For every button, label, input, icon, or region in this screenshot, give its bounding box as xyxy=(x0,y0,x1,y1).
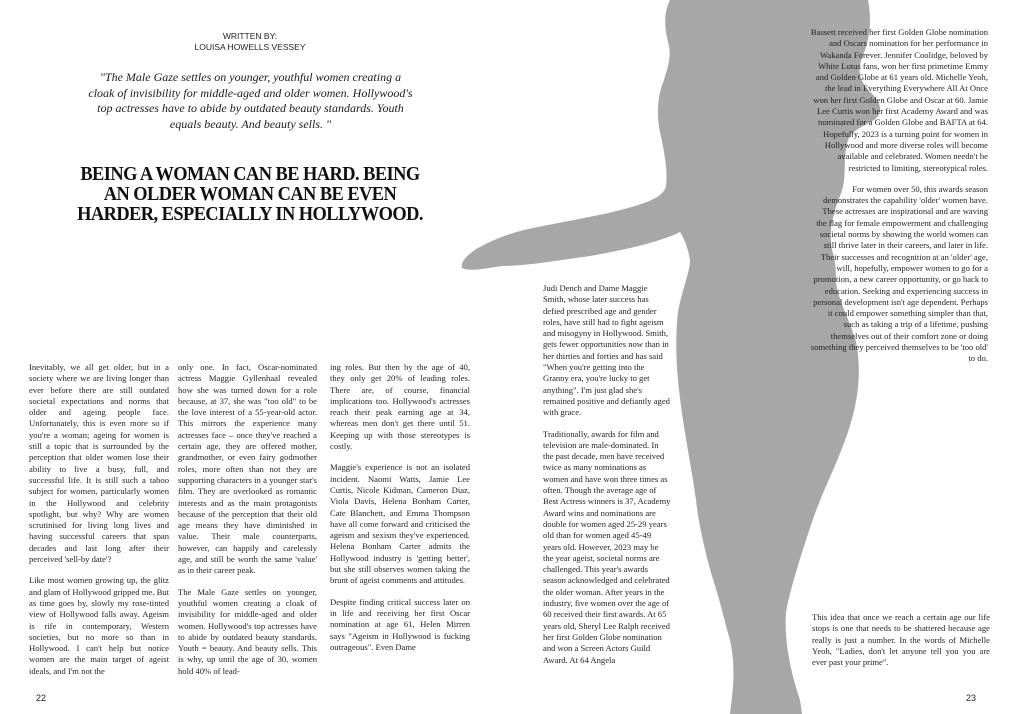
body-column-2 xyxy=(178,362,317,687)
pull-quote: "The Male Gaze settles on younger, youthful women creating a cloak of invisibility for middle-aged and older women. Hollywood's top actresses have to abide by outdated beauty standards. Youth equals beauty. And beauty sells. " xyxy=(88,70,413,131)
paragraph: only one. In fact, Oscar-nominated actress Maggie Gyllenhaal revealed how she was turned down for a role because, at 37, she was "too old" to be the love interest of a 55-year-old actor. This mirrors the experience many actresses face – once they've reached a certain age, they are offered mother, grandmother, or even fairy godmother roles, more often than not they are supporting characters in a younger star's film. They are overlooked as romantic interests and as the main protagonists because of the perception that their old age means they have diminished in value. Their male counterparts, however, can happily and carelessly age, and still be worth the same 'value' as in their career peak. xyxy=(178,362,317,576)
closing-paragraph: This idea that once we reach a certain age our life stops is one that needs to be shattered because age really is just a number. In the words of Michelle Yeoh, "Ladies, don't let anyone tell you you are ever past your prime". xyxy=(812,612,990,668)
paragraph: Traditionally, awards for film and television are male-dominated. In the past decade, men have received twice as many nominations as women and have won three times as often. Though the average age of Best Actress winners is 37, Academy Award wins and nominations are double for women aged 25-29 years old than for women aged 45-49 years old. However, 2023 may be the year ageist, societal norms are challenged. This year's awards season acknowledged and celebrated the older woman. After years in the industry, five women over the age of 60 received their first awards. At 65 years old, Sheryl Lee Ralph received her first Golden Globe nomination and won a Screen Actors Guild Award. At 64 Angela xyxy=(543,428,671,665)
page-number-left: 22 xyxy=(36,693,47,703)
paragraph: Maggie's experience is not an isolated incident. Naomi Watts, Jamie Lee Curtis, Nicole Kidman, Cameron Diaz, Viola Davis, Helena Bonham Carter, Cate Blanchett, and Emma Thompson have all come forward and criticised the ageism and sexism they've experienced. Helena Bonham Carter admits the Hollywood industry is 'getting better', but she still observes women taking the brunt of ageist comments and attitudes. xyxy=(330,462,470,586)
page-number-right: 23 xyxy=(966,693,977,703)
right-column-text xyxy=(810,27,988,375)
paragraph: Bassett received her first Golden Globe nomination and Oscars nomination for her performance in Wakanda Forever. Jennifer Coolidge, beloved by White Lotus fans, won her first primetime Emmy and Golden Globe at 61 years old. Michelle Yeoh, the lead in Everything Everywhere All At Once won her first Golden Globe and Oscar at 60. Jamie Lee Curtis won her first Academy Award and was nominated for a Golden Globe and BAFTA at 64. Hopefully, 2023 is a turning point for women in Hollywood and more diverse roles will become available and celebrated. Women needn't be restricted to limiting, stereotypical roles. xyxy=(810,27,988,173)
paragraph: Inevitably, we all get older, but in a society where we are living longer than ever before there are still outdated societal expectations and norms that older and ageing people face. Unfortunately, this is even more so if you're a woman; ageing for women is still a topic that is surrounded by the perception that older women lose their ability to live a busy, full, and successful life. It is still such a taboo subject for women, particularly women in the Hollywood and celebrity spotlight, but why? Why are women scrutinised for living long lives and having successful careers that span decades and last long after their perceived 'sell-by date'? xyxy=(29,362,169,565)
paragraph: The Male Gaze settles on younger, youthful women creating a cloak of invisibility for middle-aged and older women. Hollywood's top actresses have to abide by outdated beauty standards. Youth = beauty. And beauty sells. This is why, up until the age of 30, women hold 40% of lead- xyxy=(178,586,317,676)
paragraph: ing roles. But then by the age of 40, they only get 20% of leading roles. There are, of course, financial implications too. Hollywood's actresses reach their peak earning age at 34, whereas men don't get there until 51. Keeping up with those stereotypes is costly. xyxy=(330,362,470,452)
paragraph: For women over 50, this awards season demonstrates the capability 'older' women have. These actresses are inspirational and are waving the flag for female empowerment and challenging societal norms by showing the world women can still thrive later in their careers, and later in life. Their successes and recognition at an 'older' age, will, hopefully, empower women to go for a promotion, a new career opportunity, or go back to education. Seeking and experiencing success in personal development isn't age dependent. Perhaps it could empower something simpler than that, such as taking a trip of a lifetime, pushing themselves out of their comfort zone or doing something they perceived themselves to be 'too old' to do. xyxy=(810,183,988,364)
body-column-3 xyxy=(330,362,470,663)
paragraph: Like most women growing up, the glitz and glam of Hollywood gripped me. But as time goes by, slowly my rose-tinted view of Hollywood falls away. Ageism is rife in contemporary, Western societies, but no more so than in Hollywood. I can't help but notice women are the main target of ageist ideals, and I'm not the xyxy=(29,575,169,676)
byline xyxy=(175,31,325,53)
headline: BEING A WOMAN CAN BE HARD. BEING AN OLDER WOMAN CAN BE EVEN HARDER, ESPECIALLY IN HOLLYWOOD. xyxy=(77,163,423,225)
byline-author: LOUISA HOWELLS VESSEY xyxy=(194,42,306,52)
paragraph: Despite finding critical success later on in life and receiving her first Oscar nomination at age 61, Helen Mirren says "Ageism in Hollywood is fucking outrageous". Even Dame xyxy=(330,596,470,652)
body-column-4 xyxy=(543,283,671,676)
body-column-1 xyxy=(29,362,169,687)
paragraph: Judi Dench and Dame Maggie Smith, whose later success has defied prescribed age and gender roles, have still had to fight ageism and misogyny in Hollywood. Smith, gets fewer opportunities now than in her thirties and forties and has said "When you're getting into the Granny era, you're lucky to get anything". I'm just glad she's remained positive and defiantly aged with grace. xyxy=(543,283,670,418)
byline-label: WRITTEN BY: xyxy=(222,31,278,41)
